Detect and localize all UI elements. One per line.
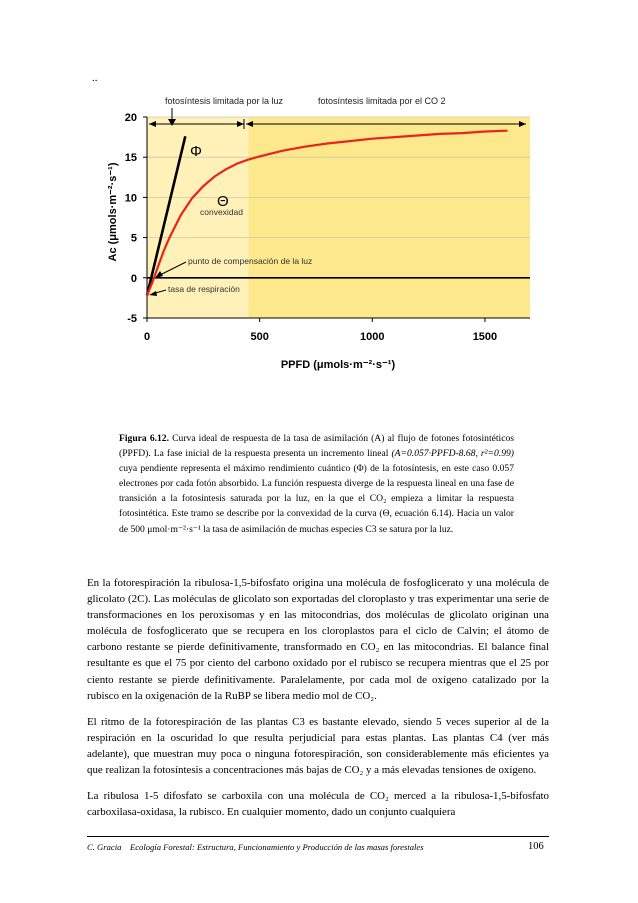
x-tick-label-3: 1500 xyxy=(472,331,498,343)
footer-title: Ecología Forestal: Estructura, Funcionamiento y Producción de las masas forestales xyxy=(129,842,424,852)
x-tick-label-2: 1000 xyxy=(360,331,385,343)
region-label-co2: fotosíntesis limitada por el CO 2 xyxy=(318,96,446,106)
footer-rule xyxy=(87,836,549,837)
caption-text-1: Curva ideal de respuesta de la tasa de asimilación (A) al flujo de fotones fotosintéticos (PPFD). La fase inicial de la respuesta presenta un incremento lineal xyxy=(119,433,514,460)
caption-text-3: cuya pendiente representa el máximo rendimiento cuántico (Φ) de la fotosíntesis, en este caso 0.057 electrones por cada fotón absorbido. La función respuesta diverge de la respuesta lineal en una fase de transición a la fotosíntesis saturada por la luz, en la que el CO₂ empieza a limitar la respuesta fotosintética. Este tramo se describe por la convexidad de la curva (Θ, ecuación 6.14). Hacia un valor de 500 μmol·m⁻²·s⁻¹ la tasa de asimilación de muchas especies C3 se satura por la luz. xyxy=(119,463,514,535)
y-axis-title: Ac (μmols·m⁻²·s⁻¹) xyxy=(107,162,119,262)
paragraph-3 xyxy=(87,788,549,820)
y-tick-label-4: 15 xyxy=(124,152,137,165)
paragraph-2 xyxy=(87,714,549,778)
figure-caption xyxy=(119,431,514,537)
region-label-light: fotosíntesis limitada por la luz xyxy=(165,96,284,106)
region-1 xyxy=(248,117,530,318)
respiration-label: tasa de respiración xyxy=(168,284,240,294)
footer-author: C. Gracia xyxy=(87,842,122,852)
x-tick-label-1: 500 xyxy=(250,331,269,343)
footer-citation xyxy=(87,842,424,852)
x-axis-title: PPFD (μmols·m⁻²·s⁻¹) xyxy=(280,359,396,371)
y-tick-label-1: 0 xyxy=(130,272,137,285)
y-tick-label-0: -5 xyxy=(127,313,137,325)
caption-equation: (A=0.057·PPFD-8.68, r²=0.99) xyxy=(391,448,514,460)
compensation-label: punto de compensación de la luz xyxy=(188,256,313,266)
theta-symbol: Θ xyxy=(217,193,229,210)
y-tick-label-3: 10 xyxy=(124,192,137,205)
paragraph-2-text: El ritmo de la fotorespiración de las plantas C3 es bastante elevado, siendo 5 veces superior al de la respiración en la oscuridad lo que resulta perjudicial para estas plantas. Las plantas C4 (ver más adelante), que muestran muy poca o ninguna fotorespiración, son considerablemente más eficientes ya que realizan la fotosíntesis a concentraciones más bajas de CO₂ y a más elevadas tensiones de oxígeno. xyxy=(87,716,549,777)
page-number: 106 xyxy=(528,841,544,852)
y-tick-label-2: 5 xyxy=(130,232,137,245)
caption-label: Figura 6.12. xyxy=(119,433,170,444)
x-tick-label-0: 0 xyxy=(143,331,151,343)
phi-symbol: Φ xyxy=(190,143,202,160)
paragraph-1-text: En la fotorespiración la ribulosa-1,5-bifosfato origina una molécula de fosfoglicerato y una molécula de glicolato (2C). Las moléculas de glicolato son exportadas del cloroplasto y tras experimentar una serie de transformaciones en los peroxisomas y en las mitocondrias, dos moléculas de glicolato originan una molécula de fosfoglicerato que se recupera en los cloroplastos para el ciclo de Calvin; el átomo de carbono restante se pierde definitivamente, transformado en CO₂ en las mitocondrias. El balance final resultante es que el 75 por ciento del carbono oxidado por el rubisco se recupera mientras que el 25 por ciento restante se pierde definitivamente. Paralelamente, por cada mol de oxígeno catalizado por la rubisco en la oxigenación de la RuBP se libera medio mol de CO₂. xyxy=(87,577,549,702)
paragraph-3-text: La ribulosa 1-5 difosfato se carboxila con una molécula de CO₂ merced a la ribulosa-1,5-bifosfato carboxilasa-oxidasa, la rubisco. En cualquier momento, dado un conjunto cualquiera xyxy=(87,790,549,819)
paragraph-1 xyxy=(87,575,549,704)
photosynthesis-light-response-chart xyxy=(0,0,638,420)
convexity-label: convexidad xyxy=(200,207,244,217)
y-tick-label-5: 20 xyxy=(124,112,137,124)
top-mark: .. xyxy=(92,72,98,84)
